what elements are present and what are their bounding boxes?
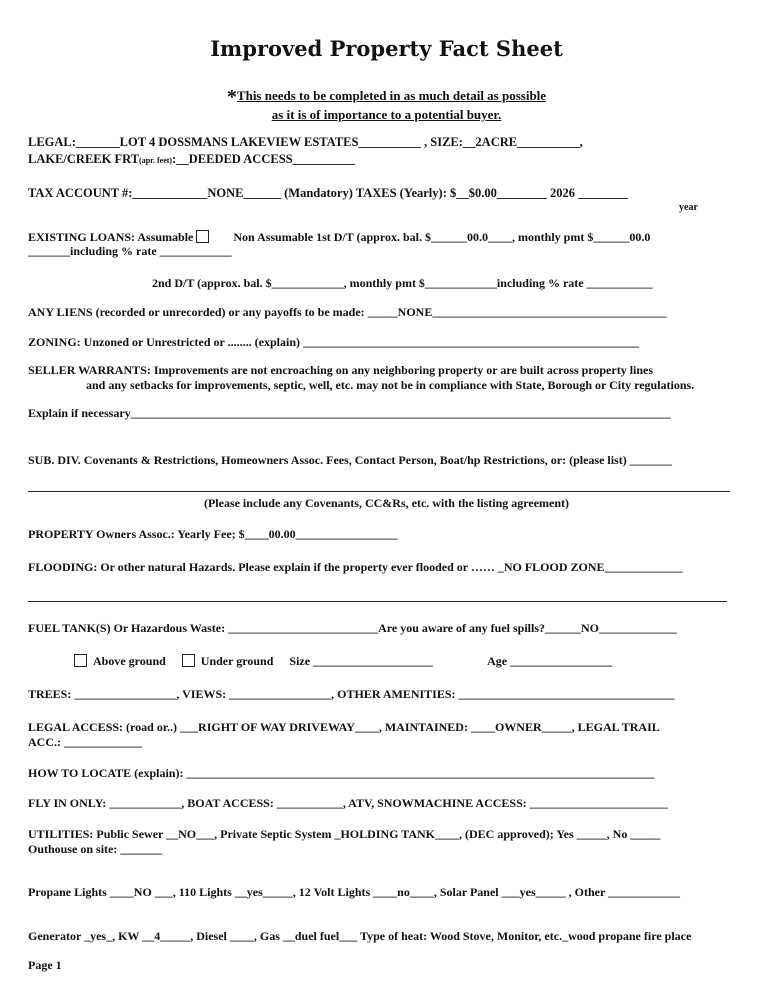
notice-text-1: This needs to be completed in as much detail as possible: [236, 88, 547, 103]
utilities-line: UTILITIES: Public Sewer __NO___, Private Septic System _HOLDING TANK____, (DEC approved); Yes _____, No _____: [28, 827, 661, 841]
year-label: year: [679, 202, 698, 213]
second-dt-line: 2nd D/T (approx. bal. $____________, monthly pmt $____________including % rate ___________: [152, 276, 653, 290]
notice-line-2: as it is of importance to a potential buyer.: [271, 107, 502, 122]
fuel-tank-line: FUEL TANK(S) Or Hazardous Waste: _________________________Are you aware of any fuel spills?______NO_____________: [28, 621, 678, 635]
explain-line: Explain if necessary__________________________________________________________________________________________: [28, 406, 671, 420]
assumable-checkbox[interactable]: [196, 230, 209, 243]
legal-access-line: LEGAL ACCESS: (road or..) ___RIGHT OF WAY DRIVEWAY____, MAINTAINED: ____OWNER_____, LEGAL TRAIL: [28, 720, 660, 734]
above-ground-label: Above ground: [93, 654, 166, 668]
notice-line-1: [0, 86, 773, 109]
propane-lights-line: Propane Lights ____NO ___, 110 Lights __yes_____, 12 Volt Lights ____no____, Solar Panel ___yes_____ , Other ____________: [28, 885, 681, 899]
how-to-locate-line: HOW TO LOCATE (explain): ______________________________________________________________________________: [28, 766, 655, 780]
lake-value: :__DEEDED ACCESS__________: [172, 152, 356, 166]
covenants-note: (Please include any Covenants, CC&Rs, etc. with the listing agreement): [203, 496, 570, 510]
liens-line: ANY LIENS (recorded or unrecorded) or any payoffs to be made: _____NONE_______________________________________: [28, 305, 667, 319]
above-ground-checkbox[interactable]: [74, 654, 87, 667]
under-ground-checkbox[interactable]: [182, 654, 195, 667]
legal-trail-line: ACC.: _____________: [28, 735, 142, 749]
flooding-answer-rule: [28, 601, 727, 602]
lake-frontage-line: [28, 152, 355, 167]
tank-age-field: Age _________________: [487, 654, 613, 668]
subdivision-answer-rule: [28, 491, 730, 492]
tax-account-line: TAX ACCOUNT #:____________NONE______ (Mandatory) TAXES (Yearly): $__$0.00________ 2026 ________: [28, 186, 629, 200]
existing-loans-label: EXISTING LOANS: Assumable: [28, 230, 194, 244]
flooding-line: FLOODING: Or other natural Hazards. Please explain if the property ever flooded or …… _NO FLOOD ZONE_____________: [28, 560, 683, 574]
generator-line: Generator _yes_, KW __4_____, Diesel ____, Gas __duel fuel___ Type of heat: Wood Stove, Monitor, etc._wood propane fire place: [28, 929, 692, 943]
loans-rate-line: _______including % rate ____________: [28, 244, 232, 258]
tank-type-line: [74, 654, 612, 669]
seller-warrants-line-1: SELLER WARRANTS: Improvements are not encroaching on any neighboring property or are built across property lines: [28, 363, 654, 377]
zoning-line: ZONING: Unzoned or Unrestricted or ........ (explain) ________________________________________________________: [28, 335, 639, 349]
outhouse-line: Outhouse on site: _______: [28, 842, 163, 856]
owners-assoc-line: PROPERTY Owners Assoc.: Yearly Fee; $____00.00_________________: [28, 527, 398, 541]
subdivision-line: SUB. DIV. Covenants & Restrictions, Homeowners Assoc. Fees, Contact Person, Boat/hp Restrictions, or: (please list) _______: [28, 453, 672, 467]
under-ground-label: Under ground: [200, 654, 274, 668]
fly-in-line: FLY IN ONLY: ____________, BOAT ACCESS: ___________, ATV, SNOWMACHINE ACCESS: _______________________: [28, 796, 668, 810]
legal-line: LEGAL:_______LOT 4 DOSSMANS LAKEVIEW ESTATES__________ , SIZE:__2ACRE__________,: [28, 135, 583, 149]
existing-loans-line: [28, 230, 650, 245]
page-title: Improved Property Fact Sheet: [210, 36, 563, 61]
first-dt-text: Non Assumable 1st D/T (approx. bal. $______00.0____, monthly pmt $______00.0: [233, 230, 651, 244]
tank-size-field: Size ____________________: [289, 654, 434, 668]
seller-warrants-line-2: and any setbacks for improvements, septic, well, etc. may not be in compliance with State, Borough or City regulations.: [86, 378, 695, 392]
page-number: Page 1: [28, 958, 62, 972]
trees-views-line: TREES: _________________, VIEWS: _________________, OTHER AMENITIES: ____________________________________: [28, 687, 675, 701]
lake-unit-label: (apr. feet): [139, 156, 173, 165]
asterisk-mark: *: [226, 86, 237, 108]
lake-label: LAKE/CREEK FRT: [28, 152, 140, 166]
